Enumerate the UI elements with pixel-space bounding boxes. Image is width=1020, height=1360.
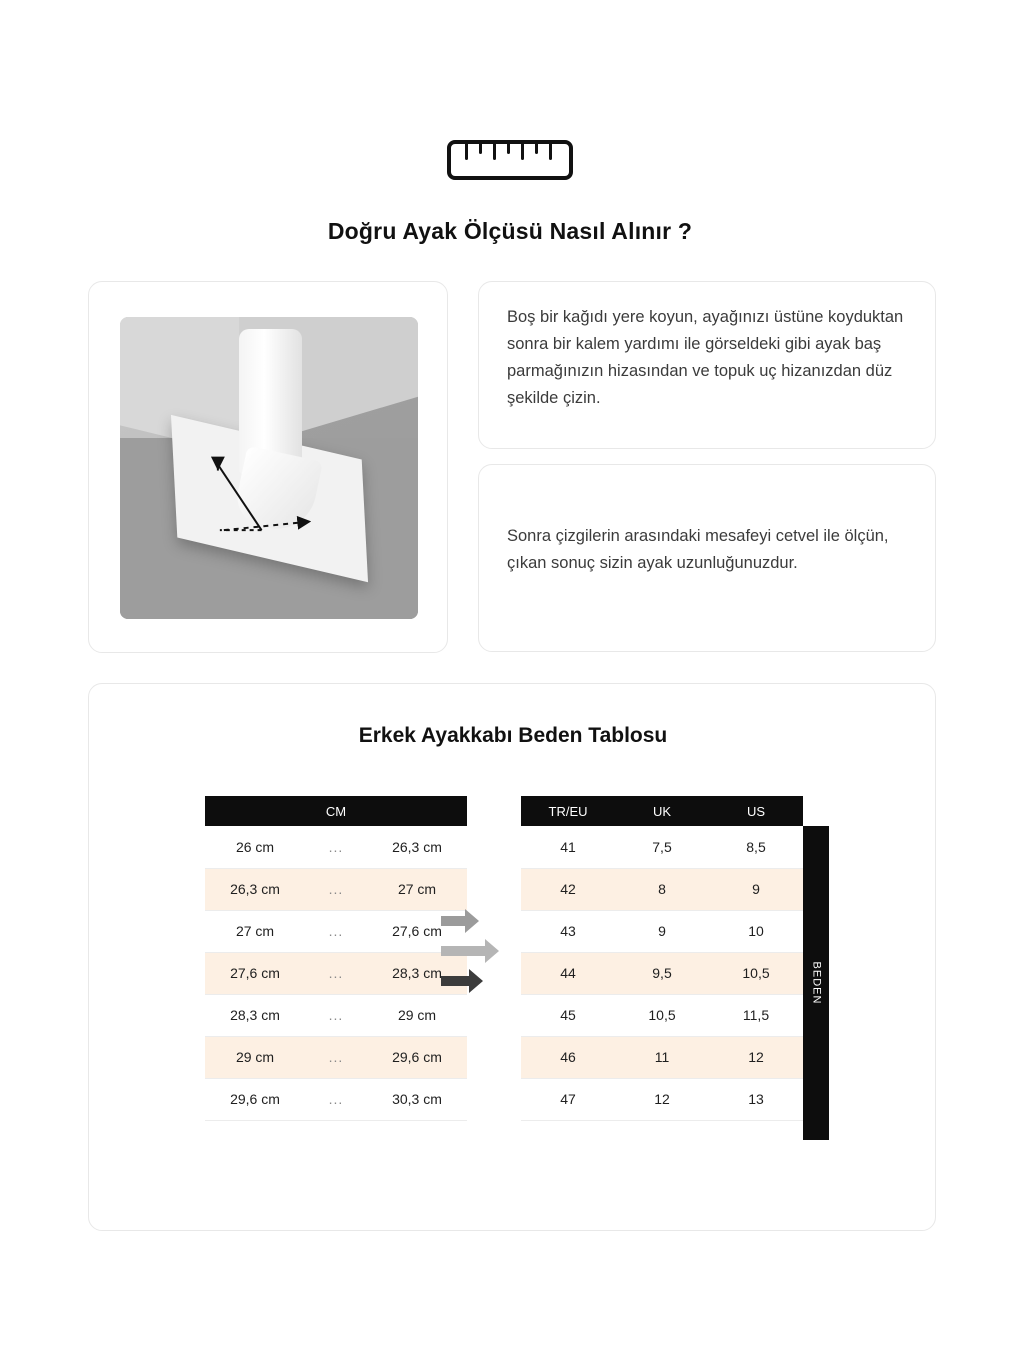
cm-range-dots: ... [305,952,367,994]
table-row [521,1078,803,1120]
ruler-icon [447,140,573,180]
size-us: 10 [709,910,803,952]
cm-range-dots: ... [305,910,367,952]
size-us: 12 [709,1036,803,1078]
instruction-text-2: Sonra çizgilerin arasındaki mesafeyi cetvel ile ölçün, çıkan sonuç sizin ayak uzunluğunuzdur. [507,527,889,572]
cm-to: 29,6 cm [367,1036,467,1078]
size-us: 8,5 [709,826,803,868]
cm-from: 26 cm [205,826,305,868]
ruler-icon-container [0,140,1020,180]
size-uk: 8 [615,868,709,910]
size-us: 10,5 [709,952,803,994]
size-us: 9 [709,868,803,910]
size-uk: 7,5 [615,826,709,868]
size-uk: 11 [615,1036,709,1078]
instruction-card-2 [478,464,936,652]
cm-from: 29,6 cm [205,1078,305,1120]
size-us: 11,5 [709,994,803,1036]
size-tr-eu: 43 [521,910,615,952]
size-uk: 9 [615,910,709,952]
cm-to: 27 cm [367,868,467,910]
page-title: Doğru Ayak Ölçüsü Nasıl Alınır ? [327,218,693,244]
size-table-card [88,683,936,1231]
size-uk: 12 [615,1078,709,1120]
cm-from: 26,3 cm [205,868,305,910]
table-row [521,952,803,994]
beden-vertical-label [803,826,829,1140]
size-tr-eu: 44 [521,952,615,994]
size-tr-eu: 45 [521,994,615,1036]
table-row [205,952,467,994]
instruction-card-1 [478,281,936,449]
beden-label-text: BEDEN [810,961,822,1005]
size-tr-eu: 46 [521,1036,615,1078]
cm-to: 30,3 cm [367,1078,467,1120]
size-table [521,796,803,1121]
size-table-header-row [521,796,803,826]
size-table-title: Erkek Ayakkabı Beden Tablosu [358,724,668,747]
size-table-header-us: US [709,796,803,826]
cm-table [205,796,467,1121]
size-us: 13 [709,1078,803,1120]
size-table-body [521,826,803,1120]
size-tr-eu: 47 [521,1078,615,1120]
table-row [521,910,803,952]
cm-from: 27,6 cm [205,952,305,994]
table-row [205,1078,467,1120]
cm-to: 26,3 cm [367,826,467,868]
cm-to: 27,6 cm [367,910,467,952]
table-row [521,1036,803,1078]
table-row [521,868,803,910]
cm-from: 29 cm [205,1036,305,1078]
cm-range-dots: ... [305,1078,367,1120]
cm-from: 28,3 cm [205,994,305,1036]
cm-to: 29 cm [367,994,467,1036]
foot-measurement-photo [120,317,418,619]
instruction-text-1: Boş bir kağıdı yere koyun, ayağınızı üstüne koyduktan sonra bir kalem yardımı ile görseldeki gibi ayak baş parmağınızın hizasından ve topuk uç hizanızdan düz şekilde çizin. [507,308,904,407]
size-tr-eu: 42 [521,868,615,910]
cm-to: 28,3 cm [367,952,467,994]
size-table-header-tr-eu: TR/EU [521,796,615,826]
arrows-icon [439,906,509,996]
table-row [205,826,467,868]
size-uk: 10,5 [615,994,709,1036]
cm-range-dots: ... [305,1036,367,1078]
cm-range-dots: ... [305,994,367,1036]
table-row [205,994,467,1036]
measure-arrow-icon [200,453,319,556]
table-row [205,868,467,910]
cm-range-dots: ... [305,868,367,910]
cm-range-dots: ... [305,826,367,868]
table-row [521,826,803,868]
size-uk: 9,5 [615,952,709,994]
size-table-header-uk: UK [615,796,709,826]
cm-table-header: CM [205,796,467,826]
cm-from: 27 cm [205,910,305,952]
illustration-card [88,281,448,653]
table-row [521,994,803,1036]
cm-table-body [205,826,467,1120]
table-row [205,910,467,952]
size-tr-eu: 41 [521,826,615,868]
table-row [205,1036,467,1078]
